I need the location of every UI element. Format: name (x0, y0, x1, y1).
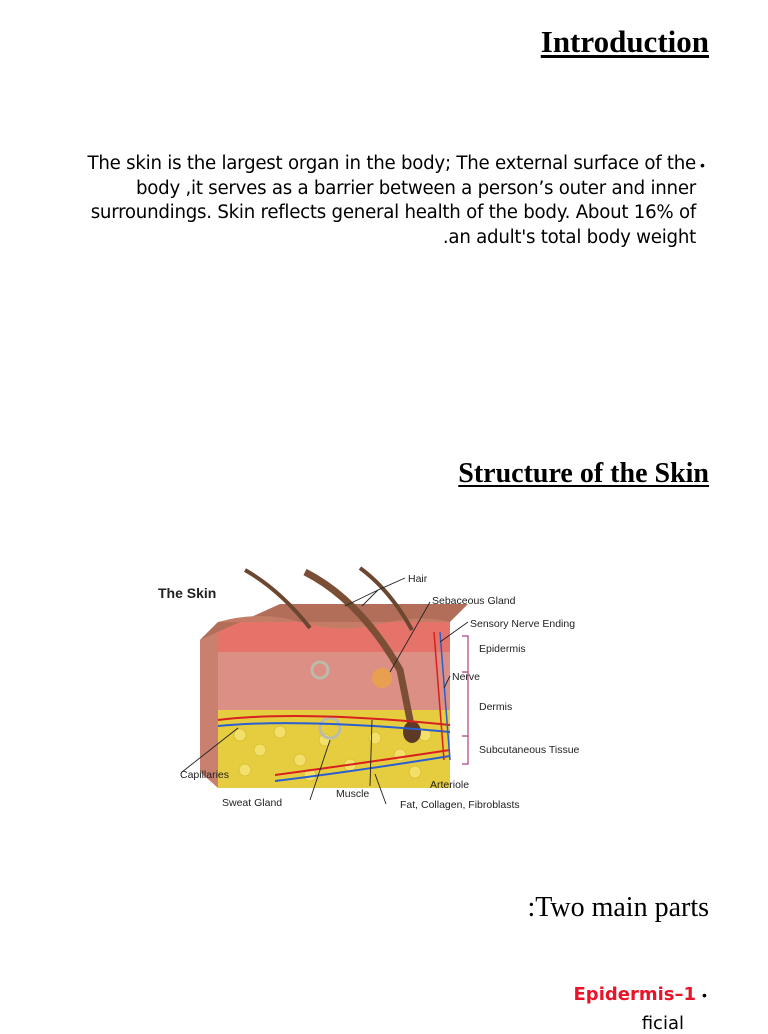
structure-heading: Structure of the Skin (458, 458, 709, 489)
label-muscle: Muscle (336, 788, 370, 800)
intro-line-4: .an adult's total body weight (442, 226, 696, 248)
epidermis-label: Epidermis–1 (573, 984, 696, 1005)
epidermis-bullet: • (702, 987, 707, 1003)
skin-diagram (150, 560, 610, 822)
partial-next-line: ficial (641, 1013, 684, 1034)
label-fat-collagen: Fat, Collagen, Fibroblasts (400, 799, 520, 811)
intro-line-1: The skin is the largest organ in the body; The external surface of the (87, 153, 696, 174)
label-dermis: Dermis (479, 701, 513, 713)
label-sebaceous-gland: Sebaceous Gland (432, 595, 516, 607)
label-subcutaneous-tissue: Subcutaneous Tissue (479, 744, 580, 756)
label-epidermis: Epidermis (479, 643, 526, 655)
two-parts-heading: :Two main parts (527, 892, 709, 923)
list-item-epidermis (574, 984, 696, 1005)
diagram-title: The Skin (158, 585, 217, 601)
intro-line-2: body ,it serves as a barrier between a person’s outer and inner (135, 177, 696, 199)
label-arteriole: Arteriole (430, 779, 470, 791)
label-capillaries: Capillaries (180, 769, 230, 781)
label-nerve: Nerve (452, 671, 481, 683)
intro-line-3: surroundings. Skin reflects general health of the body. About 16% of (90, 202, 696, 223)
intro-bullet: • (700, 157, 705, 173)
intro-paragraph (60, 152, 696, 250)
introduction-heading: Introduction (540, 24, 709, 59)
label-hair: Hair (408, 573, 428, 585)
label-sensory-nerve-ending: Sensory Nerve Ending (470, 618, 576, 630)
label-sweat-gland: Sweat Gland (222, 797, 283, 809)
